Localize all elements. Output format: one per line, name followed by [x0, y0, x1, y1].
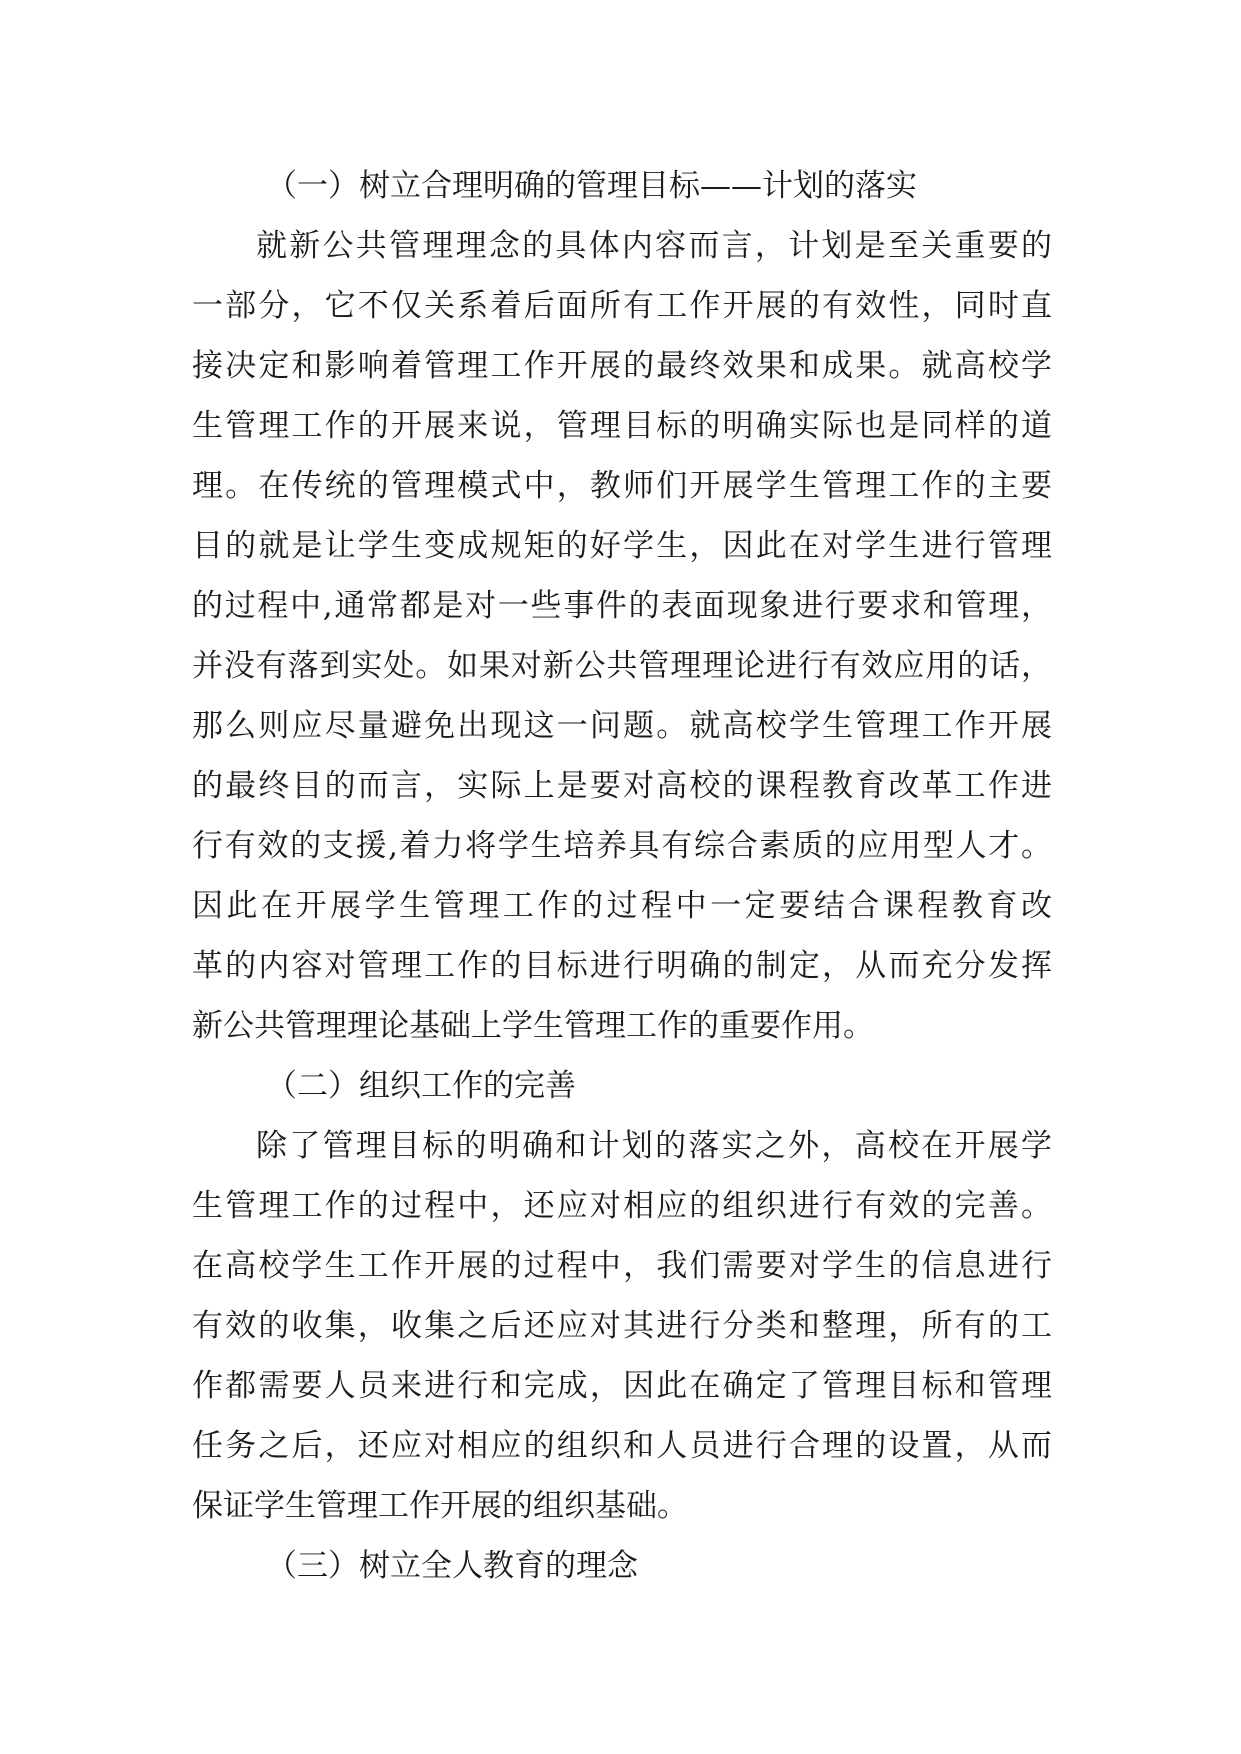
paragraph-line: 就新公共管理理念的具体内容而言，计划是至关重要的	[256, 228, 1052, 264]
paragraph-line: 目的就是让学生变成规矩的好学生，因此在对学生进行管理	[192, 528, 1052, 564]
paragraph-line: 革的内容对管理工作的目标进行明确的制定，从而充分发挥	[192, 948, 1052, 984]
paragraph-line: 接决定和影响着管理工作开展的最终效果和成果。就高校学	[192, 348, 1052, 384]
paragraph-line: 那么则应尽量避免出现这一问题。就高校学生管理工作开展	[192, 708, 1052, 744]
paragraph-line: 任务之后，还应对相应的组织和人员进行合理的设置，从而	[192, 1428, 1052, 1464]
paragraph-line: 一部分，它不仅关系着后面所有工作开展的有效性，同时直	[192, 288, 1052, 324]
paragraph-line: 生管理工作的开展来说，管理目标的明确实际也是同样的道	[192, 408, 1052, 444]
section-heading-1: （一）树立合理明确的管理目标——计划的落实	[266, 168, 917, 204]
paragraph-line: 除了管理目标的明确和计划的落实之外，高校在开展学	[256, 1128, 1052, 1164]
document-body	[192, 156, 1052, 1596]
paragraph-line: 有效的收集，收集之后还应对其进行分类和整理，所有的工	[192, 1308, 1052, 1344]
paragraph-line: 的过程中,通常都是对一些事件的表面现象进行要求和管理，	[192, 588, 1052, 624]
paragraph-line: 因此在开展学生管理工作的过程中一定要结合课程教育改	[192, 888, 1052, 924]
paragraph-line: 理。在传统的管理模式中，教师们开展学生管理工作的主要	[192, 468, 1052, 504]
section-heading-2: （二）组织工作的完善	[266, 1068, 576, 1104]
paragraph-line: 生管理工作的过程中，还应对相应的组织进行有效的完善。	[192, 1188, 1052, 1224]
paragraph-line: 新公共管理理论基础上学生管理工作的重要作用。	[192, 1008, 874, 1044]
paragraph-line: 的最终目的而言，实际上是要对高校的课程教育改革工作进	[192, 768, 1052, 804]
paragraph-line: 行有效的支援,着力将学生培养具有综合素质的应用型人才。	[192, 828, 1052, 864]
paragraph-line: 作都需要人员来进行和完成，因此在确定了管理目标和管理	[192, 1368, 1052, 1404]
paragraph-line: 保证学生管理工作开展的组织基础。	[192, 1488, 688, 1524]
section-heading-3: （三）树立全人教育的理念	[266, 1548, 638, 1584]
paragraph-line: 在高校学生工作开展的过程中，我们需要对学生的信息进行	[192, 1248, 1052, 1284]
paragraph-line: 并没有落到实处。如果对新公共管理理论进行有效应用的话，	[192, 648, 1052, 684]
